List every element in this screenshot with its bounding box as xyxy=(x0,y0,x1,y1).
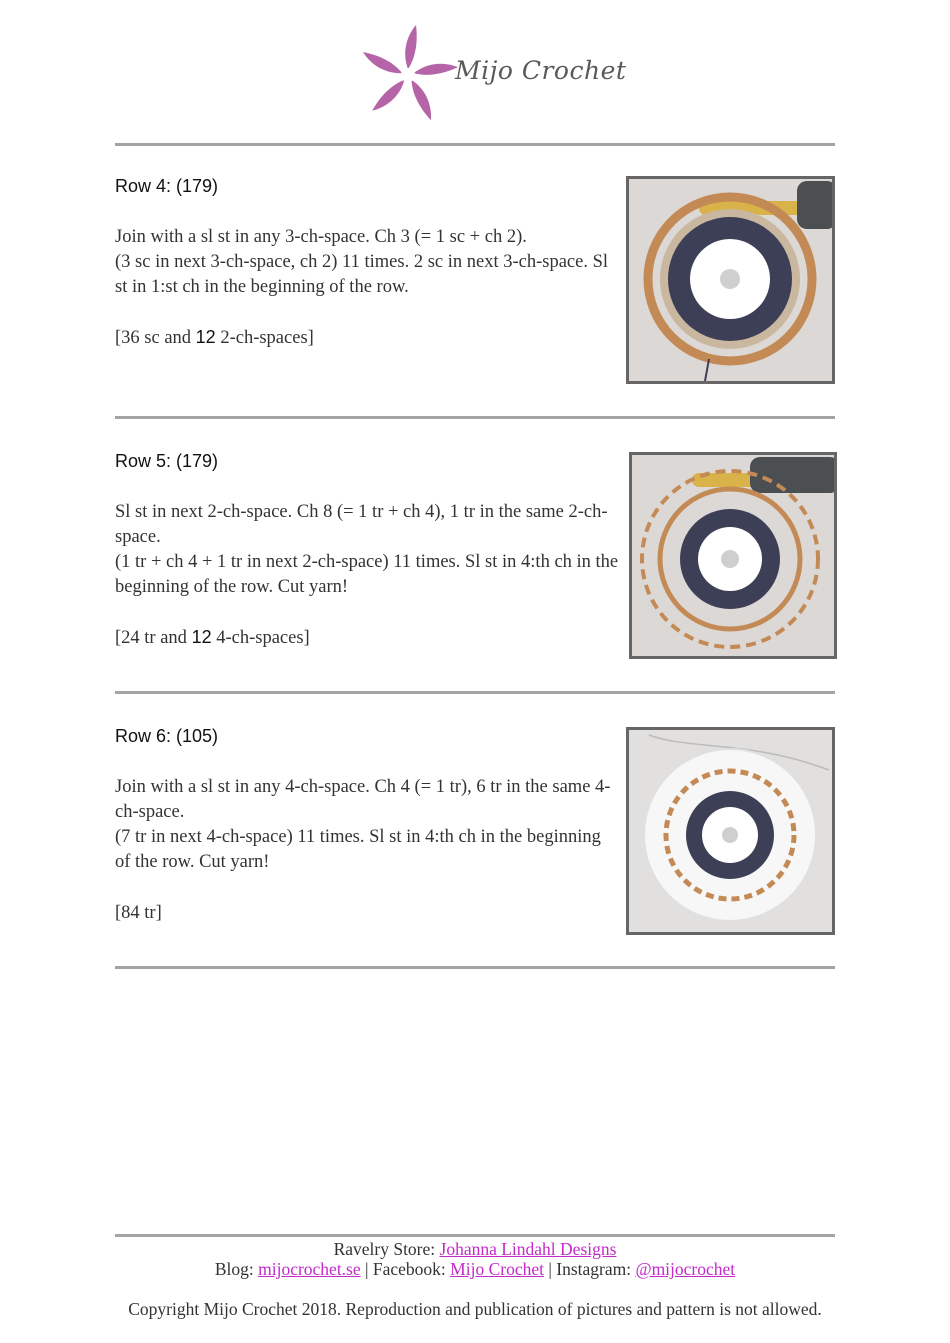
instruction-line: (7 tr in next 4-ch-space) 11 times. Sl st in 4:th ch in the beginning of the row. Cut yarn! xyxy=(115,827,601,872)
row-5-title: Row 5: (179) xyxy=(115,451,219,471)
crochet-round-row4-photo xyxy=(626,176,835,384)
crochet-round-row5-photo xyxy=(629,452,837,659)
instruction-line: Join with a sl st in any 3-ch-space. Ch 3 (= 1 sc + ch 2). xyxy=(115,227,527,247)
stitch-summary: [84 tr] xyxy=(115,903,162,923)
copyright-notice: Copyright Mijo Crochet 2018. Reproduction and publication of pictures and pattern is not allowed. xyxy=(128,1299,822,1319)
divider xyxy=(115,143,835,146)
instruction-line: (1 tr + ch 4 + 1 tr in next 2-ch-space) 11 times. Sl st in 4:th ch in the beginning of the row. Cut yarn! xyxy=(115,552,619,597)
instruction-line: (3 sc in next 3-ch-space, ch 2) 11 times. 2 sc in next 3-ch-space. Sl st in 1:st ch in the beginning of the row. xyxy=(115,252,609,297)
row-4-instructions xyxy=(115,225,620,351)
brand-name: Mijo Crochet xyxy=(455,56,627,85)
row-6-instructions xyxy=(115,775,620,926)
flower-logo-icon xyxy=(362,20,462,130)
blog-link[interactable]: mijocrochet.se xyxy=(258,1259,361,1279)
divider xyxy=(115,416,835,419)
row-4-title: Row 4: (179) xyxy=(115,176,219,196)
stitch-summary: [36 sc and 12 2-ch-spaces] xyxy=(115,327,314,348)
crochet-row5-image-icon xyxy=(632,455,834,656)
crochet-row4-image-icon xyxy=(629,179,832,381)
crochet-row6-image-icon xyxy=(629,730,832,932)
row-6-title: Row 6: (105) xyxy=(115,726,219,746)
stitch-summary: [24 tr and 12 4-ch-spaces] xyxy=(115,627,310,648)
social-line: Blog: mijocrochet.se | Facebook: Mijo Crochet | Instagram: @mijocrochet xyxy=(214,1259,736,1279)
facebook-link[interactable]: Mijo Crochet xyxy=(450,1259,544,1279)
crochet-round-row6-photo xyxy=(626,727,835,935)
row-5-instructions xyxy=(115,500,620,651)
instruction-line: Sl st in next 2-ch-space. Ch 8 (= 1 tr + ch 4), 1 tr in the same 2-ch-space. xyxy=(115,502,608,547)
ravelry-store-link[interactable]: Johanna Lindahl Designs xyxy=(439,1239,617,1259)
instruction-line: Join with a sl st in any 4-ch-space. Ch 4 (= 1 tr), 6 tr in the same 4-ch-space. xyxy=(115,777,611,822)
divider xyxy=(115,691,835,694)
instagram-link[interactable]: @mijocrochet xyxy=(635,1259,736,1279)
ravelry-line: Ravelry Store: Johanna Lindahl Designs xyxy=(333,1239,617,1259)
divider xyxy=(115,966,835,969)
footer-divider xyxy=(115,1234,835,1237)
